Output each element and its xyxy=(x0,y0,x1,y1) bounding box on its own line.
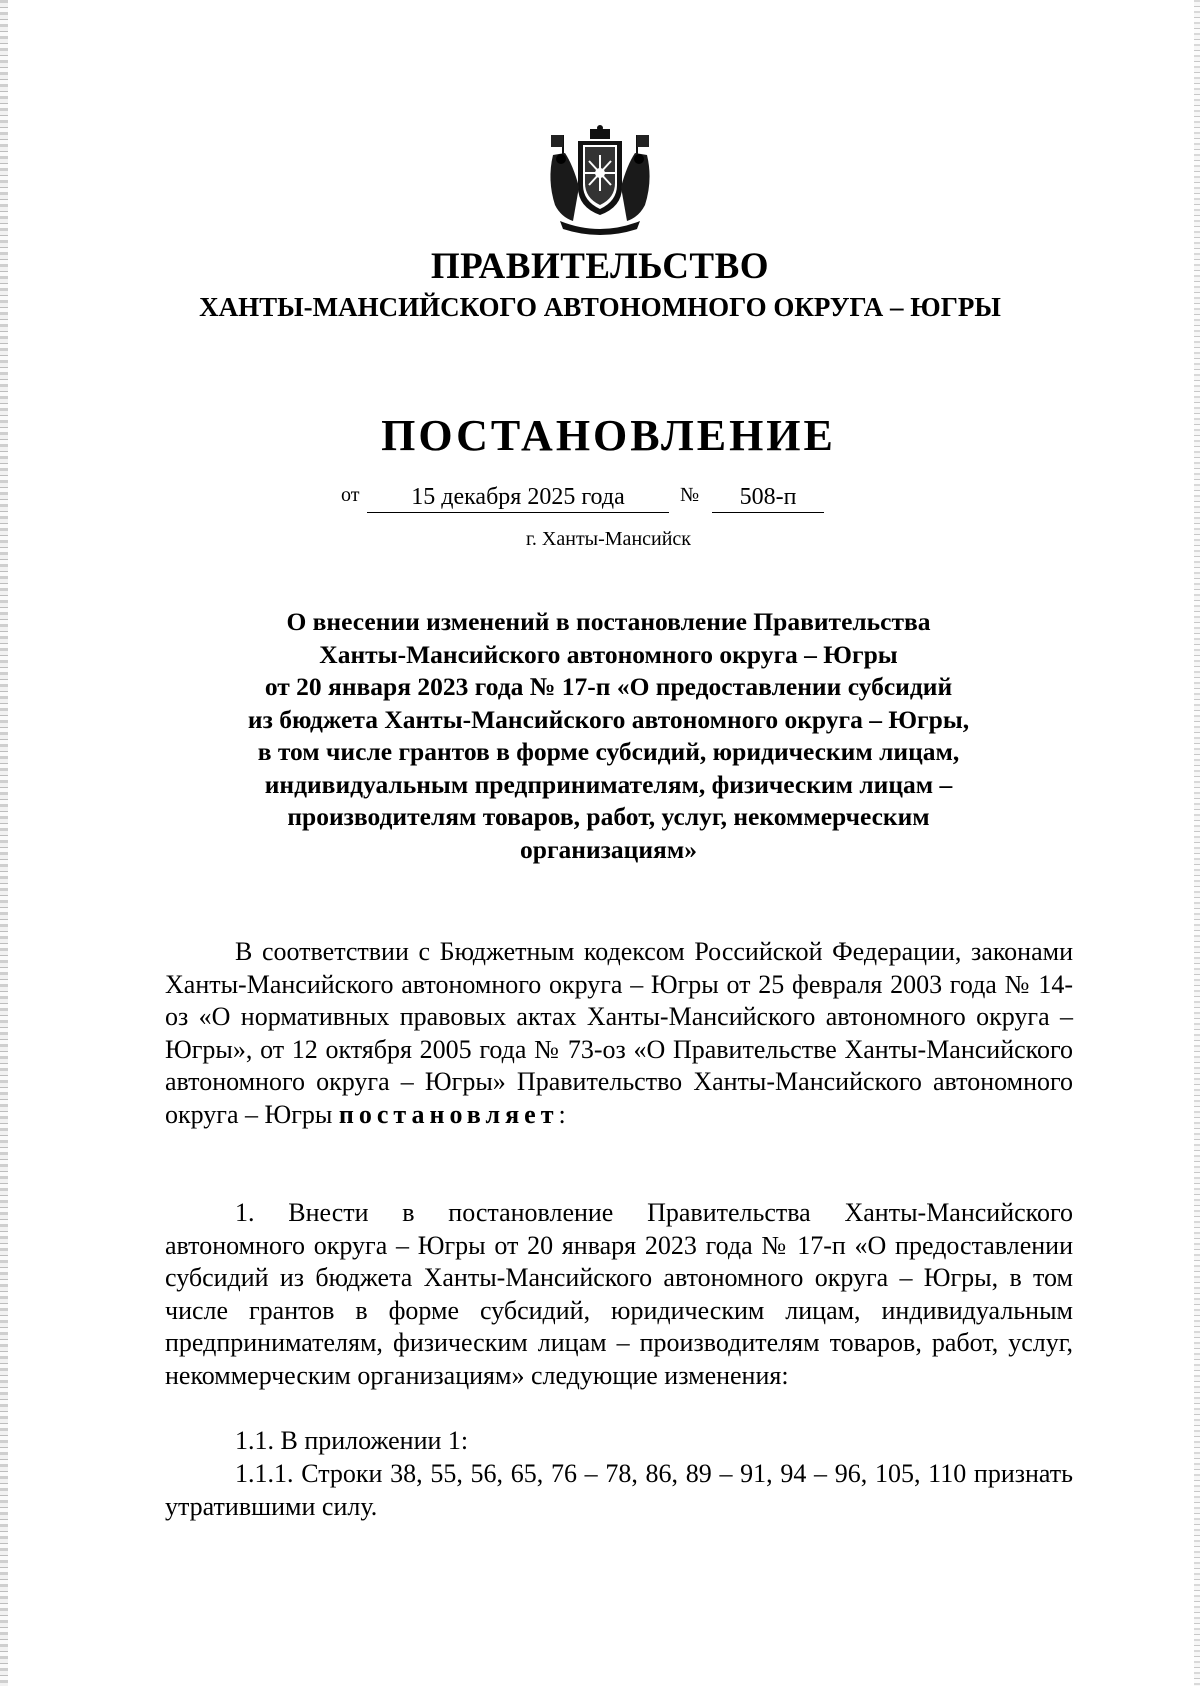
heading-line: организациям» xyxy=(520,834,697,864)
document-date: 15 декабря 2025 года xyxy=(367,482,669,513)
preamble-paragraph xyxy=(165,936,1073,1131)
heading-line: О внесении изменений в постановление Правительства xyxy=(286,607,931,636)
city-line: г. Ханты-Мансийск xyxy=(525,528,692,550)
document-heading xyxy=(150,606,1067,866)
heading-line: Ханты-Мансийского автономного округа – Югры xyxy=(319,639,898,669)
document-type: ПОСТАНОВЛЕНИЕ xyxy=(381,411,836,460)
resolves-word: постановляет xyxy=(338,1099,559,1129)
number-prefix: № xyxy=(680,484,700,506)
government-title: ПРАВИТЕЛЬСТВО xyxy=(430,246,770,287)
item-1-1-1: 1.1.1. Строки 38, 55, 56, 65, 76 – 78, 86, 89 – 91, 94 – 96, 105, 110 признать утратившими силу. xyxy=(165,1459,1073,1521)
government-subtitle: ХАНТЫ-МАНСИЙСКОГО АВТОНОМНОГО ОКРУГА – ЮГРЫ xyxy=(199,292,1001,322)
heading-line: индивидуальным предпринимателям, физическим лицам – xyxy=(264,769,953,799)
heading-line: от 20 января 2023 года № 17-п «О предоставлении субсидий xyxy=(264,672,953,701)
heading-line: из бюджета Ханты-Мансийского автономного округа – Югры, xyxy=(247,704,970,734)
item-1-paragraph: 1. Внести в постановление Правительства Ханты-Мансийского автономного округа – Югры от 20 января 2023 года № 17-п «О предоставлении субсидий из бюджета Ханты-Мансийского автономного округа – Югры, в том числе грантов в форме субсидий, юридическим лицам, индивидуальным предпринимателям, физическим лицам – производителям товаров, работ, услуг, некоммерческим организациям» следующие изменения: xyxy=(165,1198,1073,1390)
date-prefix: от xyxy=(341,484,360,506)
coat-of-arms-icon xyxy=(545,125,655,237)
heading-line: производителям товаров, работ, услуг, некоммерческим xyxy=(287,802,930,831)
item-1-1: 1.1. В приложении 1: xyxy=(235,1426,469,1455)
preamble-text: В соответствии с Бюджетным кодексом Российской Федерации, законами Ханты-Мансийского автономного округа – Югры от 25 февраля 2003 года № 14-оз «О нормативных правовых актах Ханты-Мансийского автономного округа – Югры», от 12 октября 2005 года № 73-оз «О Правительстве Ханты-Мансийского автономного округа – Югры» Правительство Ханты-Мансийского автономного округа – Югры xyxy=(165,937,1073,1129)
heading-line: в том числе грантов в форме субсидий, юридическим лицам, xyxy=(257,737,960,766)
document-number: 508-п xyxy=(712,482,824,513)
date-number-line xyxy=(335,482,875,514)
resolves-colon: : xyxy=(558,1099,566,1129)
